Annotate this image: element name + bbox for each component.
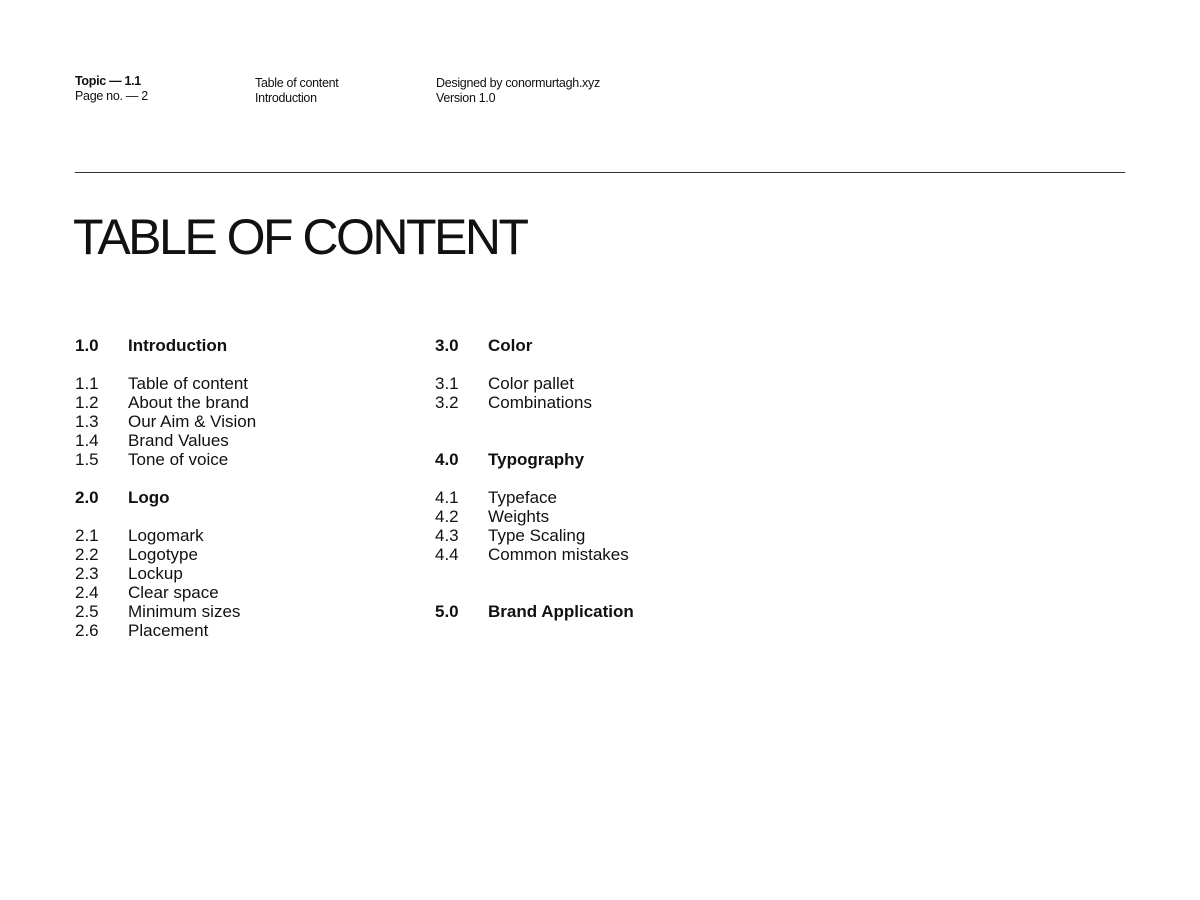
toc-item-number: 1.1 — [75, 374, 99, 393]
toc-item-label: Logomark — [128, 526, 204, 545]
toc-section-number: 4.0 — [435, 450, 459, 469]
toc-item-label: Typeface — [488, 488, 557, 507]
toc-section-title: Brand Application — [488, 602, 634, 621]
toc-item-label: Lockup — [128, 564, 183, 583]
toc-item-label: Weights — [488, 507, 550, 526]
toc-item-number: 2.2 — [75, 545, 99, 564]
header-section-block — [255, 76, 338, 106]
toc-item-number: 2.4 — [75, 583, 99, 602]
toc-section-title: Color — [488, 336, 533, 355]
toc-item-label: Placement — [128, 621, 209, 640]
toc-item-number: 2.5 — [75, 602, 99, 621]
toc-item-label: Table of content — [128, 374, 249, 393]
toc-item-number: 2.6 — [75, 621, 99, 640]
version-label: Version 1.0 — [436, 91, 496, 105]
toc-section-title: Introduction — [128, 336, 228, 355]
toc-item-label: Clear space — [128, 583, 219, 602]
subsection-label: Introduction — [255, 91, 317, 105]
page-title: TABLE OF CONTENT — [73, 209, 527, 265]
toc-item-number: 2.3 — [75, 564, 99, 583]
header-topic-block — [75, 74, 148, 104]
designer-credit: Designed by conormurtagh.xyz — [436, 76, 600, 90]
toc-item-number: 4.4 — [435, 545, 459, 564]
toc-item-number: 1.2 — [75, 393, 99, 412]
toc-item-number: 1.3 — [75, 412, 99, 431]
toc-section-number: 2.0 — [75, 488, 99, 507]
header-credit-block — [436, 76, 600, 106]
toc-section-title: Logo — [128, 488, 170, 507]
toc-item-number: 1.5 — [75, 450, 99, 469]
toc-item-label: Logotype — [128, 545, 198, 564]
toc-item-label: Brand Values — [128, 431, 229, 450]
toc-item-number: 2.1 — [75, 526, 99, 545]
toc-item-number: 4.3 — [435, 526, 459, 545]
page-number: Page no. — 2 — [75, 89, 148, 103]
toc-item-label: Our Aim & Vision — [128, 412, 257, 431]
section-label: Table of content — [255, 76, 339, 90]
toc-item-number: 3.1 — [435, 374, 459, 393]
toc-section-title: Typography — [488, 450, 585, 469]
toc-item-label: Type Scaling — [488, 526, 586, 545]
toc-item-number: 4.1 — [435, 488, 459, 507]
toc-item-label: Color pallet — [488, 374, 574, 393]
toc-section-number: 1.0 — [75, 336, 99, 355]
header-divider — [75, 172, 1125, 173]
toc-item-number: 3.2 — [435, 393, 459, 412]
toc-item-number: 1.4 — [75, 431, 99, 450]
toc-section-number: 3.0 — [435, 336, 459, 355]
toc-section-number: 5.0 — [435, 602, 459, 621]
toc-item-label: About the brand — [128, 393, 249, 412]
toc-item-label: Minimum sizes — [128, 602, 241, 621]
toc-item-label: Common mistakes — [488, 545, 629, 564]
toc-item-number: 4.2 — [435, 507, 459, 526]
toc-item-label: Combinations — [488, 393, 592, 412]
toc-item-label: Tone of voice — [128, 450, 229, 469]
topic-label: Topic — 1.1 — [75, 74, 141, 88]
